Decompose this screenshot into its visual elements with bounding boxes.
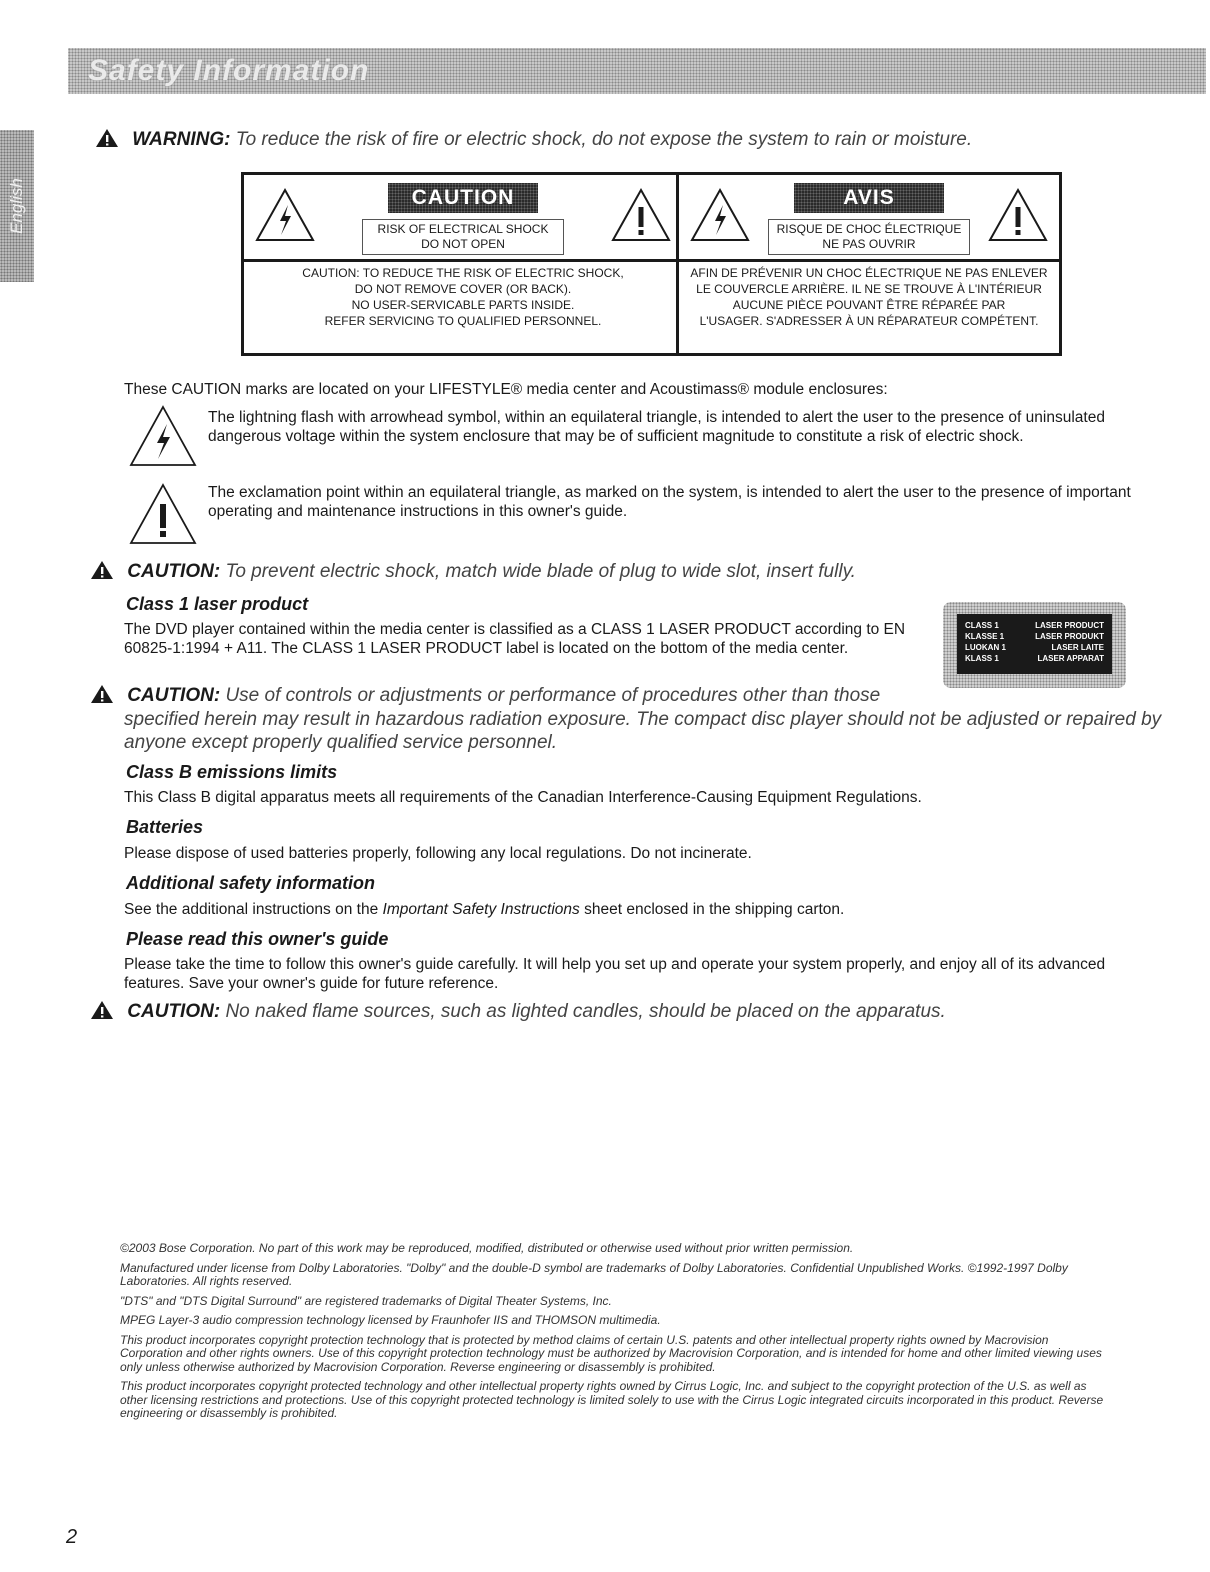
additional-text: sheet enclosed in the shipping carton. (584, 901, 845, 918)
legal-paragraph: MPEG Layer-3 audio compression technology licensed by Fraunhofer IIS and THOMSON multimedia. (120, 1313, 661, 1327)
exclamation-triangle-icon (128, 482, 198, 546)
lightning-description: The lightning flash with arrowhead symbol, within an equilateral triangle, is intended to alert the user to the presence of uninsulated dangerous voltage within the system enclosure that may be of sufficient magnitude to constitute a risk of electric shock. (208, 409, 1105, 445)
header-band (68, 48, 1206, 94)
caution-badge: CAUTION (388, 183, 538, 213)
avis-badge: AVIS (794, 183, 944, 213)
legal-paragraph: "DTS" and "DTS Digital Surround" are registered trademarks of Digital Theater Systems, Inc. (120, 1293, 612, 1308)
legal-paragraph: This product incorporates copyright protected technology and other intellectual property rights owned by Cirrus Logic, Inc. and subject to the copyright protection of the U.S. as well as other licensing restrictions and protections. Use of this copyright protected technology is limited solely to use with the Cirrus Logic integrated circuits incorporated in this product. Reverse engineering or disassembly is prohibited. (120, 1379, 1104, 1420)
marks-intro: These CAUTION marks are located on your LIFESTYLE® media center and Acoustimass® module enclosures: (124, 381, 888, 398)
classb-body: This Class B digital apparatus meets all requirements of the Canadian Interference-Causing Equipment Regulations. (124, 789, 922, 806)
caution-flame (90, 1000, 946, 1023)
panel-sub-line-1: RISQUE DE CHOC ÉLECTRIQUE (776, 222, 962, 236)
laser-label-row: KLASS 1 LASER APPARAT (965, 654, 1104, 663)
lightning-triangle-icon (689, 187, 751, 243)
owners-guide-heading: Please read this owner's guide (126, 929, 389, 949)
panel-body (244, 265, 682, 329)
exclamation-description: The exclamation point within an equilateral triangle, as marked on the system, is intended to alert the user to the presence of important operating and maintenance instructions in this owner's guide. (208, 484, 1131, 520)
panel-line: DO NOT REMOVE COVER (OR BACK). (354, 282, 572, 296)
panel-sub-line-2: NE PAS OUVRIR (822, 237, 916, 251)
warning-label: WARNING: (132, 129, 231, 150)
batteries-body: Please dispose of used batteries properly, following any local regulations. Do not incinerate. (124, 845, 752, 862)
panel-line: AFIN DE PRÉVENIR UN CHOC ÉLECTRIQUE NE PAS ENLEVER (690, 266, 1048, 280)
panel-line: L'USAGER. S'ADRESSER À UN RÉPARATEUR COMPÉTENT. (699, 314, 1039, 328)
page-title: Safety Information (88, 54, 370, 87)
panel-subtitle (768, 219, 970, 255)
warning-triangle-icon (90, 560, 114, 580)
lightning-triangle-icon (128, 404, 198, 468)
laser-body: The DVD player contained within the media center is classified as a CLASS 1 LASER PRODUCT according to EN 60825-1:1994 + A11. The CLASS 1 LASER PRODUCT label is located on the bottom of the media center. (124, 621, 906, 657)
batteries-heading: Batteries (126, 817, 204, 837)
caution-controls-line1: Use of controls or adjustments or performance of procedures other than those (225, 685, 881, 706)
warning-triangle-icon (95, 128, 119, 148)
exclamation-triangle-icon (987, 187, 1049, 243)
caution-label: CAUTION: (127, 685, 221, 706)
caution-plug-text: To prevent electric shock, match wide blade of plug to wide slot, insert fully. (225, 561, 856, 582)
panel-line: REFER SERVICING TO QUALIFIED PERSONNEL. (324, 314, 602, 328)
caution-plug (90, 560, 856, 583)
warning-line (95, 128, 972, 151)
panel-line: AUCUNE PIÈCE POUVANT ÊTRE RÉPARÉE PAR (732, 298, 1006, 312)
laser-product-label (943, 602, 1126, 688)
caution-panel-fr (676, 172, 1062, 356)
panel-line: CAUTION: TO REDUCE THE RISK OF ELECTRIC SHOCK, (302, 266, 624, 280)
panel-subtitle (362, 219, 564, 255)
additional-heading: Additional safety information (126, 873, 376, 893)
caution-label: CAUTION: (127, 561, 221, 582)
laser-heading: Class 1 laser product (126, 594, 309, 614)
page-number: 2 (66, 1526, 78, 1548)
panel-sub-line-1: RISK OF ELECTRICAL SHOCK (377, 222, 549, 236)
legal-paragraph: Manufactured under license from Dolby Laboratories. "Dolby" and the double-D symbol are trademarks of Dolby Laboratories. Confidential Unpublished Works. ©1992-1997 Dolby Laboratories. All rights reserved. (120, 1260, 1068, 1288)
caution-controls (90, 684, 880, 707)
additional-text: See the additional instructions on the (124, 901, 379, 918)
caution-panel-en (241, 172, 685, 356)
caution-controls-rest: specified herein may result in hazardous radiation exposure. The compact disc player should not be adjusted or repaired by anyone except properly qualified service personnel. (124, 709, 1162, 753)
panel-line: LE COUVERCLE ARRIÈRE. IL NE SE TROUVE À L'INTÉRIEUR (696, 282, 1042, 296)
language-tab (0, 130, 34, 282)
caution-label: CAUTION: (127, 1001, 221, 1022)
laser-label-row: KLASSE 1 LASER PRODUKT (965, 632, 1104, 641)
panel-line: NO USER-SERVICABLE PARTS INSIDE. (351, 298, 575, 312)
caution-flame-text: No naked flame sources, such as lighted candles, should be placed on the apparatus. (225, 1001, 946, 1022)
laser-label-row: CLASS 1 LASER PRODUCT (965, 621, 1104, 630)
additional-body (124, 900, 1164, 919)
panel-body (679, 265, 1059, 329)
warning-triangle-icon (90, 684, 114, 704)
legal-paragraph: This product incorporates copyright protection technology that is protected by method claims of certain U.S. patents and other intellectual property rights owned by Macrovision Corporation and other rights owners. Use of this copyright protection technology must be authorized by Macrovision Corporation, and is intended for home and other limited viewing uses only unless otherwise authorized by Macrovision Corporation. Reverse engineering or disassembly is prohibited. (120, 1332, 1102, 1374)
legal-paragraph: ©2003 Bose Corporation. No part of this work may be reproduced, modified, distributed or otherwise used without prior written permission. (120, 1241, 854, 1255)
owners-guide-body: Please take the time to follow this owner's guide carefully. It will help you set up and operate your system properly, and enjoy all of its advanced features. Save your owner's guide for future reference. (124, 956, 1106, 992)
warning-triangle-icon (90, 1000, 114, 1020)
classb-heading: Class B emissions limits (126, 762, 338, 782)
exclamation-triangle-icon (610, 187, 672, 243)
warning-text: To reduce the risk of fire or electric shock, do not expose the system to rain or moisture. (235, 129, 973, 150)
safety-instructions-title: Important Safety Instructions (382, 901, 580, 918)
panel-sub-line-2: DO NOT OPEN (421, 237, 505, 251)
language-tab-label: English (7, 178, 26, 234)
lightning-triangle-icon (254, 187, 316, 243)
laser-label-row: LUOKAN 1 LASER LAITE (965, 643, 1104, 652)
legal-notices (120, 1242, 1110, 1427)
